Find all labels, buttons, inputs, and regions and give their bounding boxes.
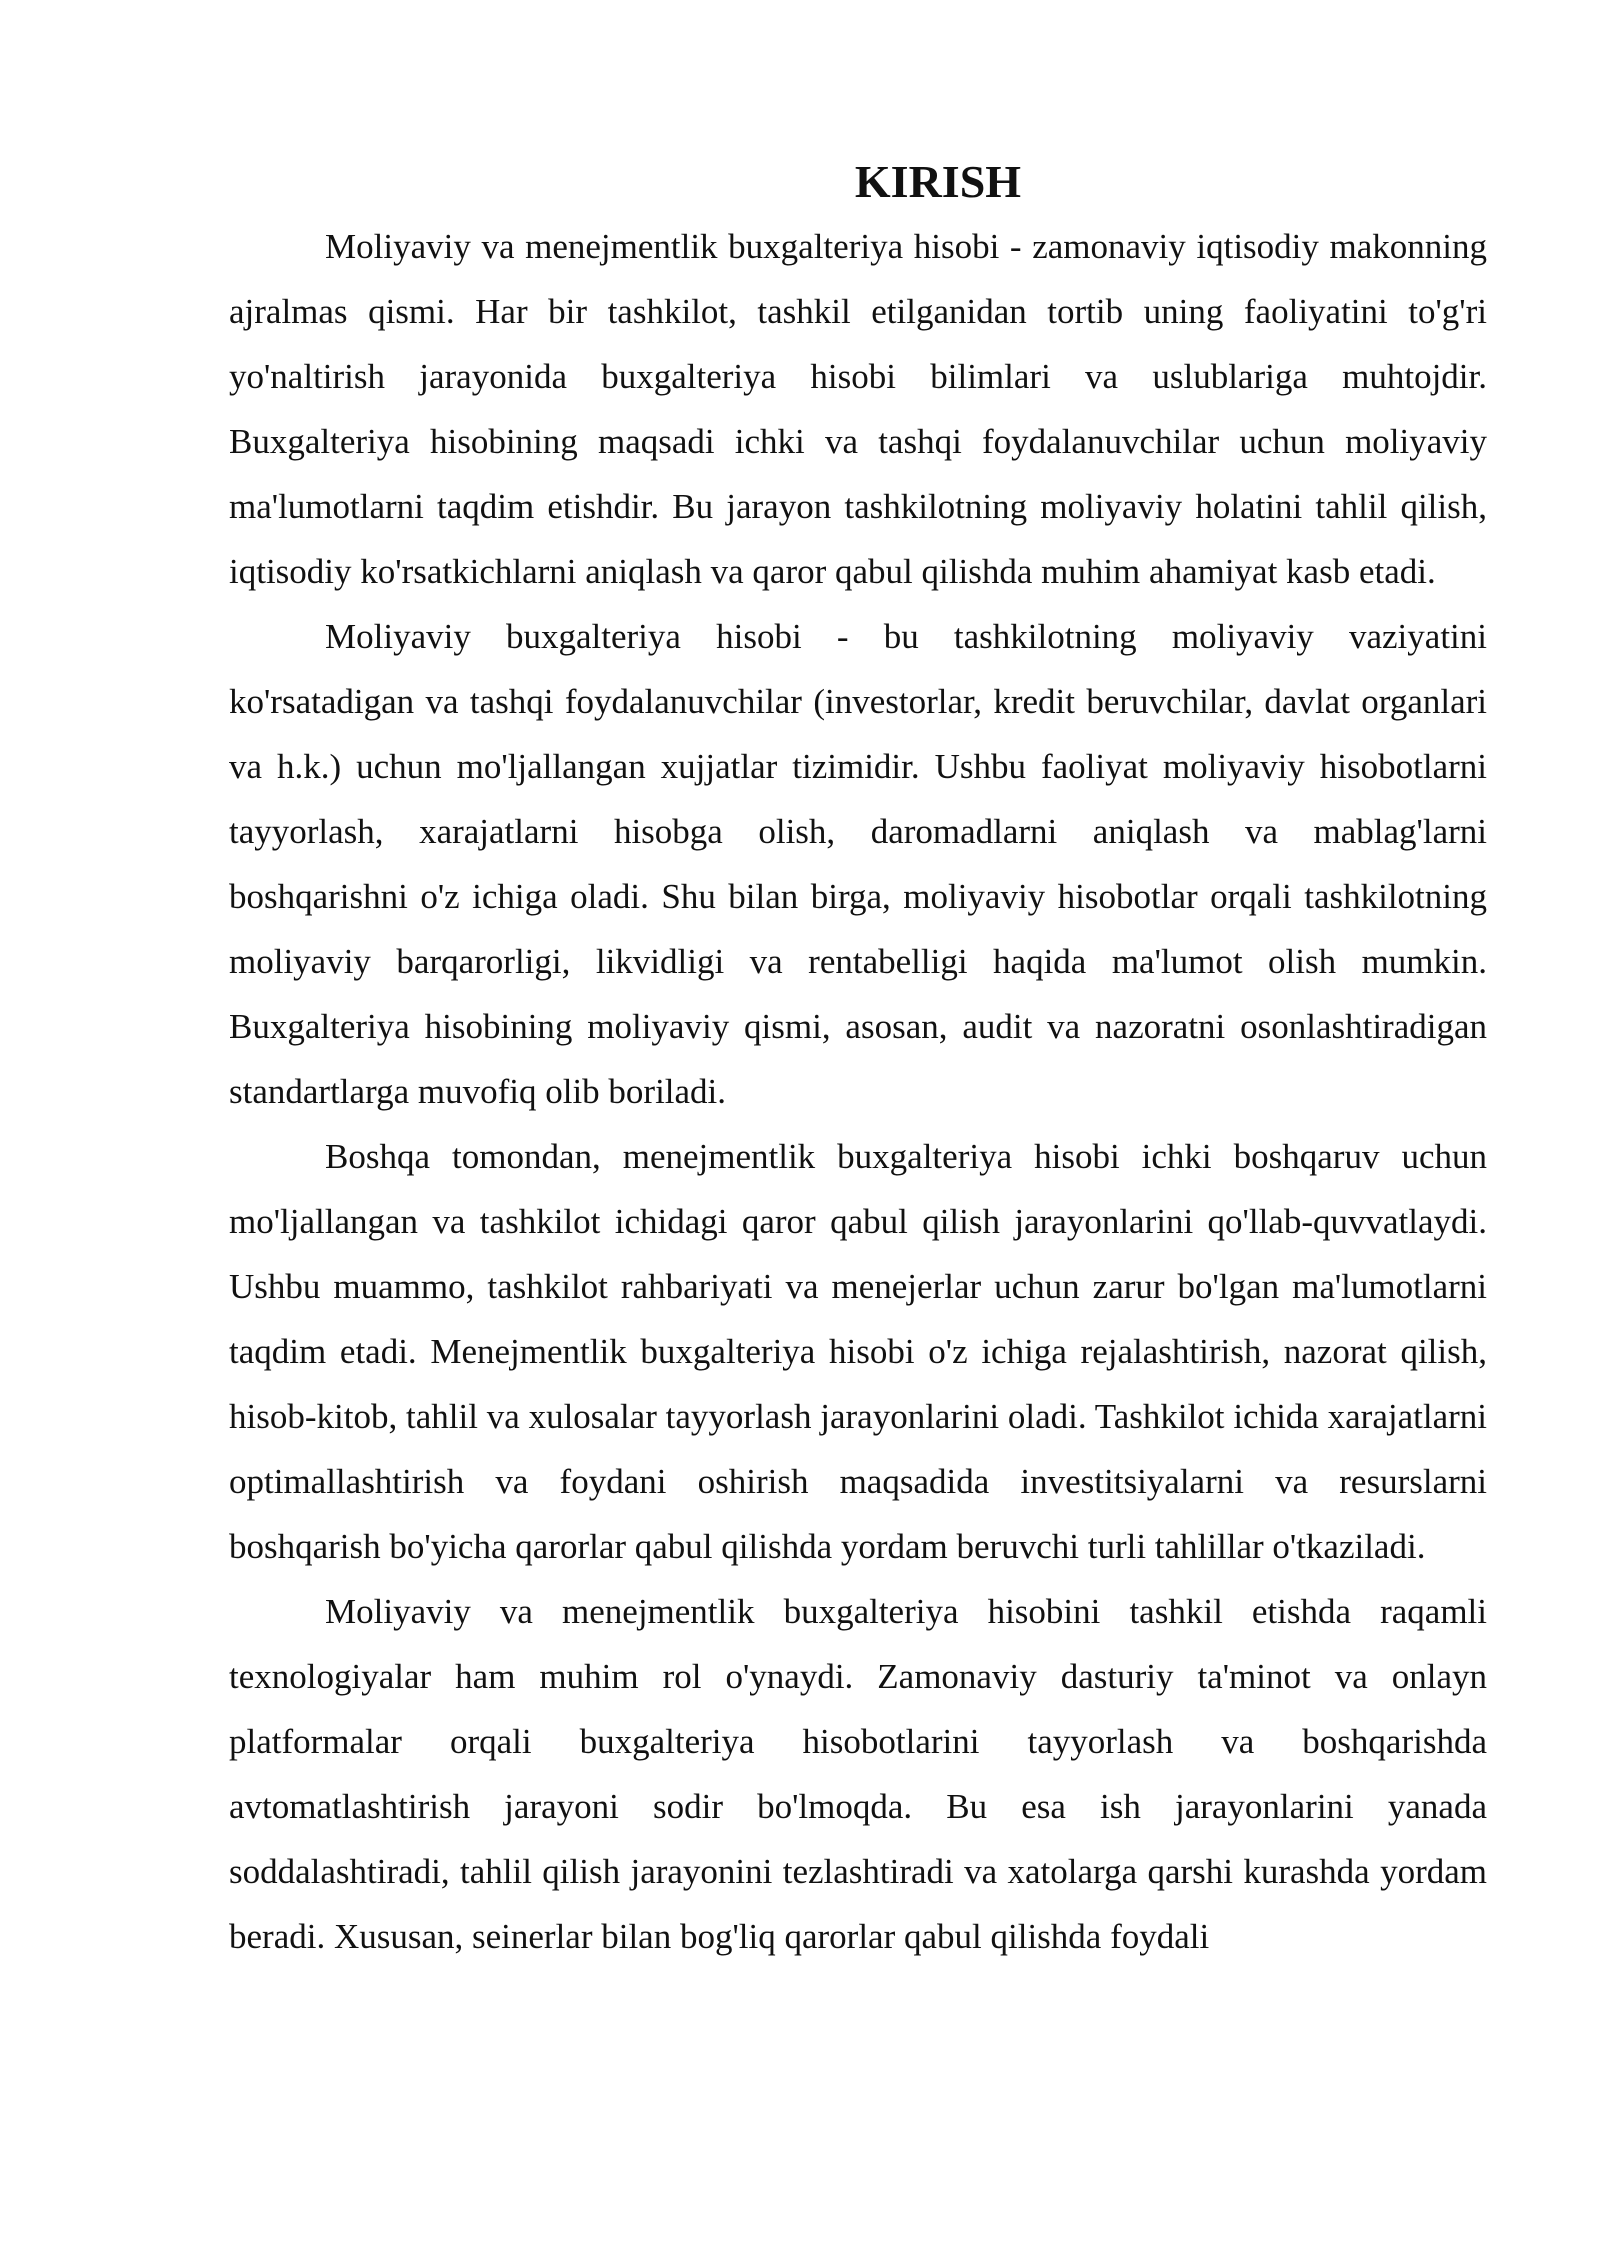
document-body (229, 150, 1487, 1969)
paragraph-2: Moliyaviy buxgalteriya hisobi - bu tashkilotning moliyaviy vaziyatini ko'rsatadigan va tashqi foydalanuvchilar (investorlar, kredit beruvchilar, davlat organlari va h.k.) uchun mo'ljallangan xujjatlar tizimidir. Ushbu faoliyat moliyaviy hisobotlarni tayyorlash, xarajatlarni hisobga olish, daromadlarni aniqlash va mablag'larni boshqarishni o'z ichiga oladi. Shu bilan birga, moliyaviy hisobotlar orqali tashkilotning moliyaviy barqarorligi, likvidligi va rentabelligi haqida ma'lumot olish mumkin. Buxgalteriya hisobining moliyaviy qismi, asosan, audit va nazoratni osonlashtiradigan standartlarga muvofiq olib boriladi. (229, 617, 1487, 1111)
page-title: KIRISH (854, 156, 1022, 207)
paragraph-1: Moliyaviy va menejmentlik buxgalteriya hisobi - zamonaviy iqtisodiy makonning ajralmas qismi. Har bir tashkilot, tashkil etilganidan tortib uning faoliyatini to'g'ri yo'naltirish jarayonida buxgalteriya hisobi bilimlari va uslublariga muhtojdir. Buxgalteriya hisobining maqsadi ichki va tashqi foydalanuvchilar uchun moliyaviy ma'lumotlarni taqdim etishdir. Bu jarayon tashkilotning moliyaviy holatini tahlil qilish, iqtisodiy ko'rsatkichlarni aniqlash va qaror qabul qilishda muhim ahamiyat kasb etadi. (229, 227, 1487, 591)
paragraph-3: Boshqa tomondan, menejmentlik buxgalteriya hisobi ichki boshqaruv uchun mo'ljallangan va tashkilot ichidagi qaror qabul qilish jarayonlarini qo'llab-quvvatlaydi. Ushbu muammo, tashkilot rahbariyati va menejerlar uchun zarur bo'lgan ma'lumotlarni taqdim etadi. Menejmentlik buxgalteriya hisobi o'z ichiga rejalashtirish, nazorat qilish, hisob-kitob, tahlil va xulosalar tayyorlash jarayonlarini oladi. Tashkilot ichida xarajatlarni optimallashtirish va foydani oshirish maqsadida investitsiyalarni va resurslarni boshqarish bo'yicha qarorlar qabul qilishda yordam beruvchi turli tahlillar o'tkaziladi. (229, 1137, 1487, 1566)
paragraph-4: Moliyaviy va menejmentlik buxgalteriya hisobini tashkil etishda raqamli texnologiyalar ham muhim rol o'ynaydi. Zamonaviy dasturiy ta'minot va onlayn platformalar orqali buxgalteriya hisobotlarini tayyorlash va boshqarishda avtomatlashtirish jarayoni sodir bo'lmoqda. Bu esa ish jarayonlarini yanada soddalashtiradi, tahlil qilish jarayonini tezlashtiradi va xatolarga qarshi kurashda yordam beradi. Xususan, seinerlar bilan bog'liq qarorlar qabul qilishda foydali (229, 1592, 1487, 1956)
